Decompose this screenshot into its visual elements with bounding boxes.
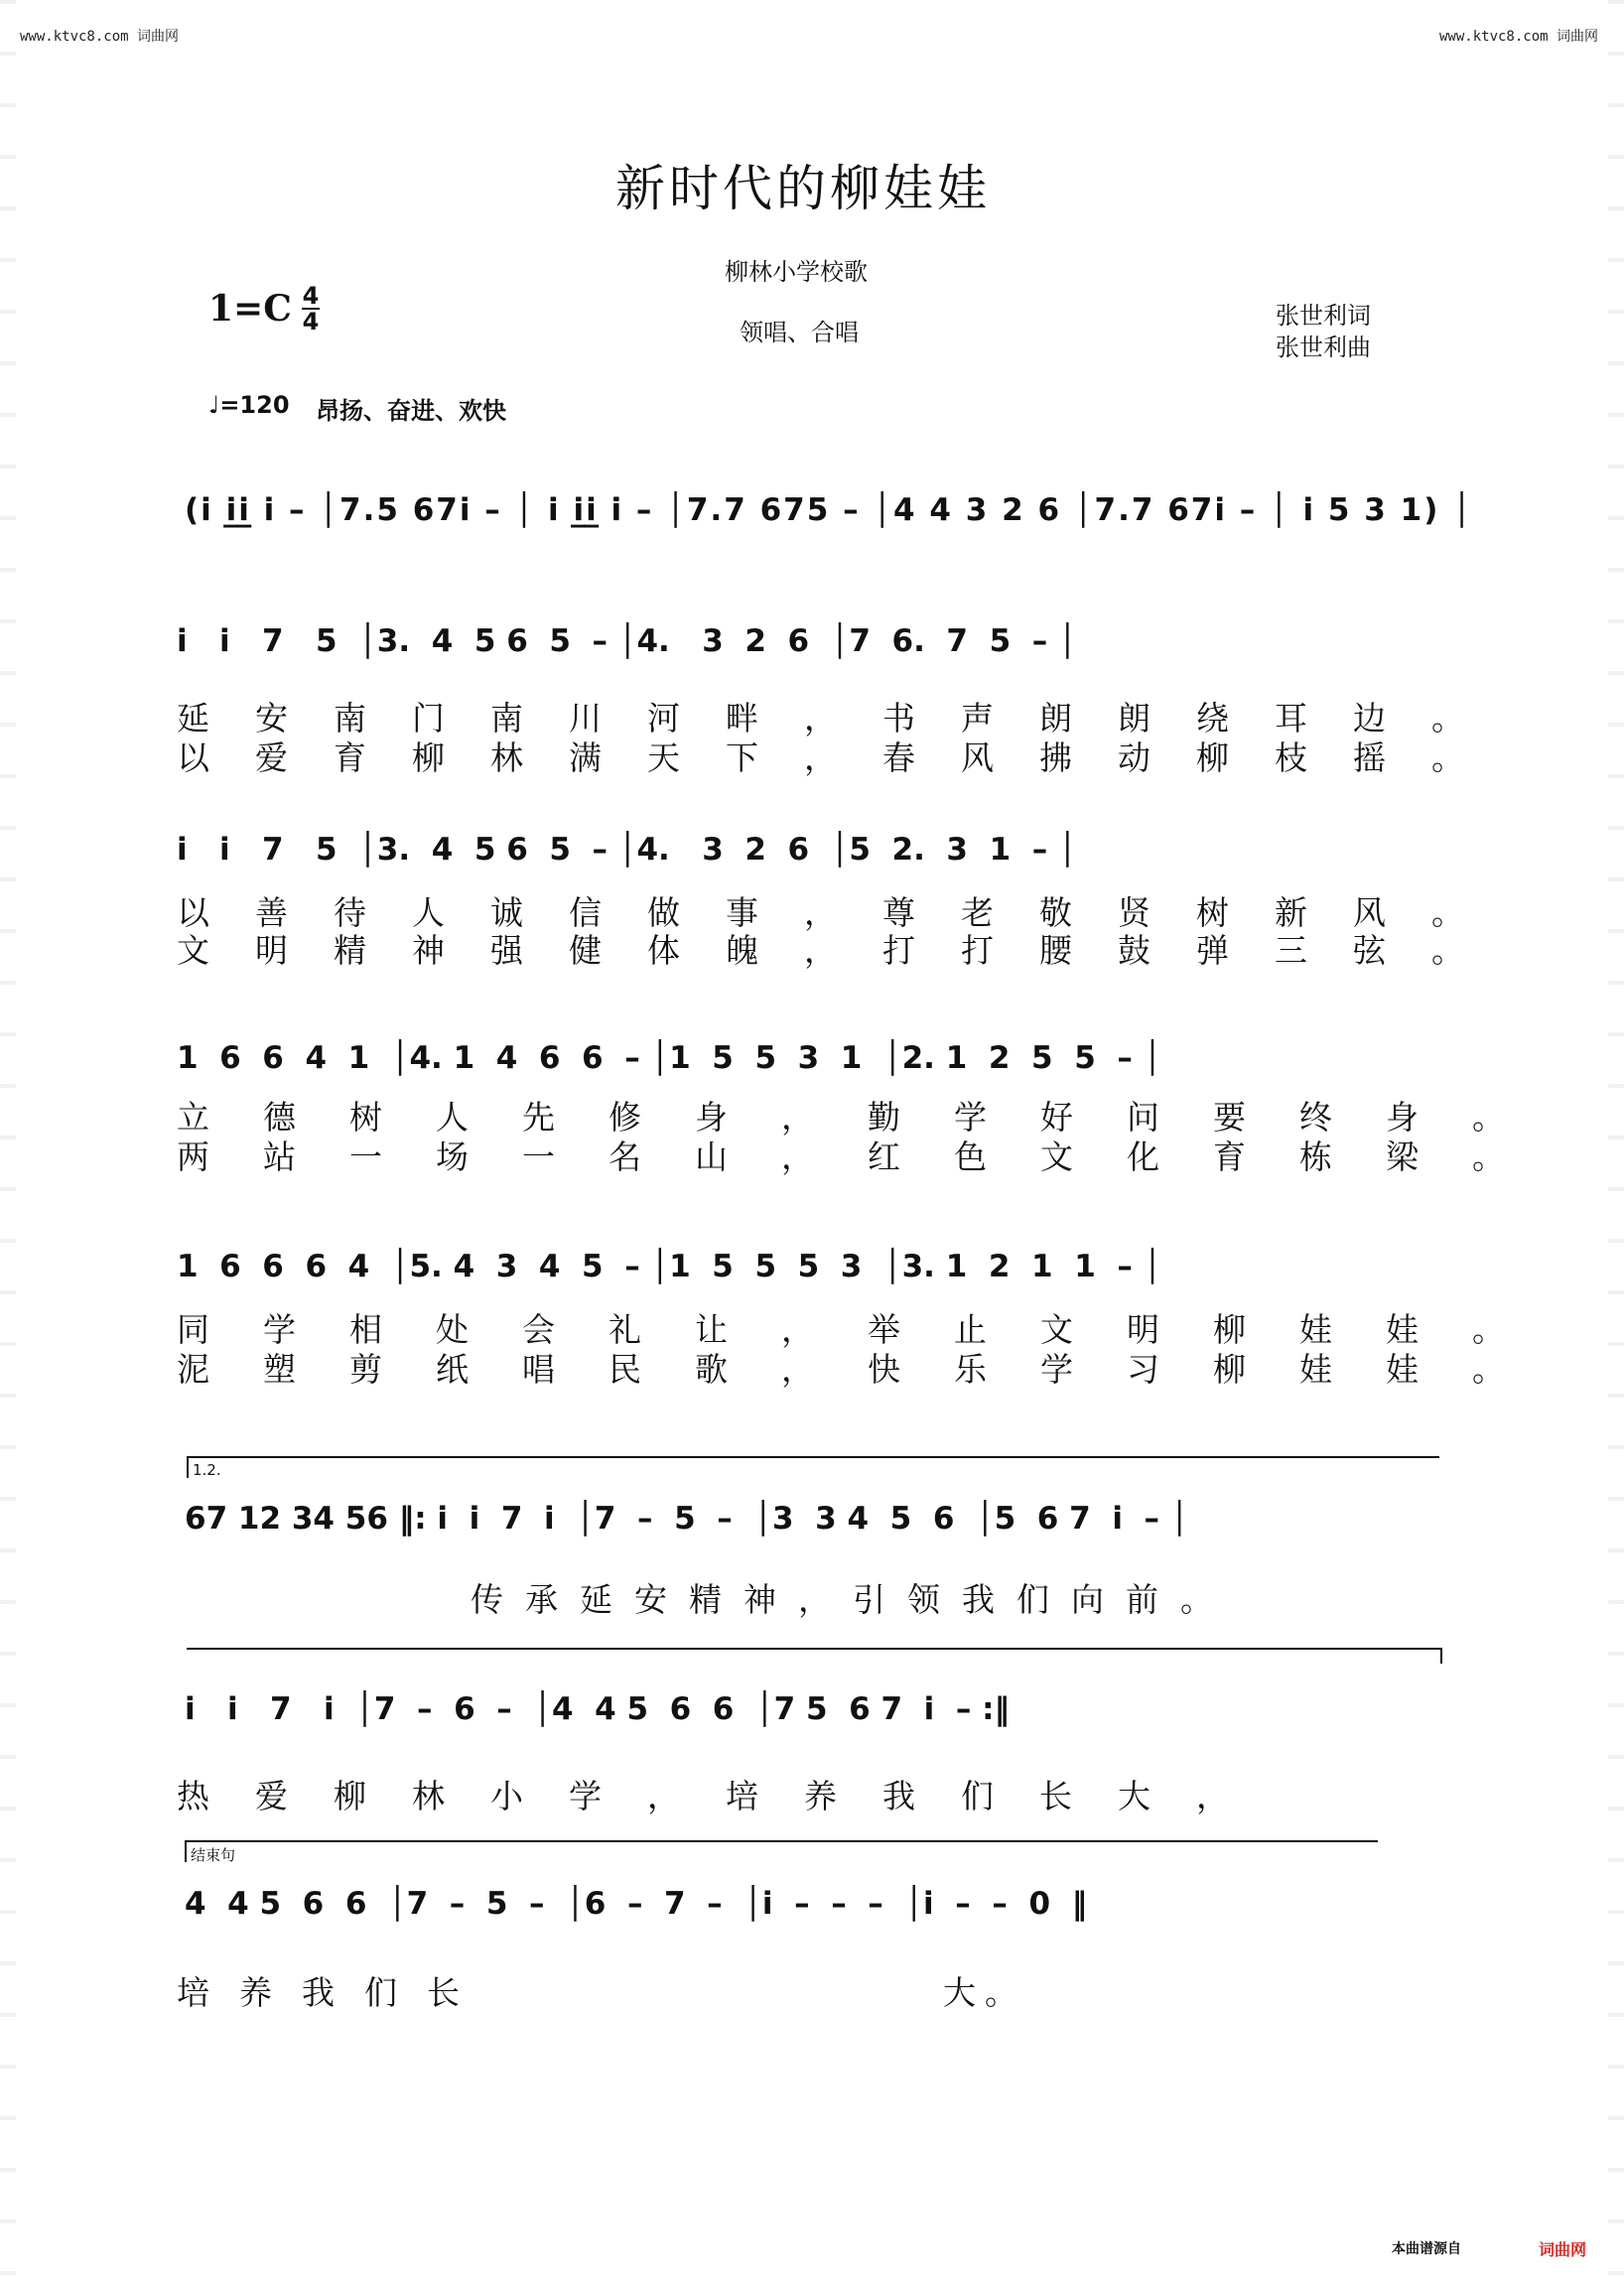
song-subtitle: 柳林小学校歌 [725, 258, 868, 286]
volta-bracket [187, 1456, 1439, 1478]
line3-lyric-verse2: 两站一场一名山，红色文化育栋梁。 [177, 1138, 1558, 1176]
key-signature: 1=C [208, 288, 292, 330]
line6-bracket [187, 1648, 1442, 1650]
line7-lyric-a: 培养我们长 [177, 1973, 489, 2012]
time-signature: 4 4 [302, 282, 320, 335]
line6-notes: i i 7 i │7 – 6 – │4 4 5 6 6 │7 5 6 7 i – :‖ [185, 1691, 1011, 1727]
line1-lyric-verse1: 延安南门南川河畔，书声朗朗绕耳边。 [177, 699, 1510, 737]
volta-label: 1.2. [193, 1461, 221, 1479]
header-left: www.ktvc8.com 词曲网 [20, 29, 180, 45]
line2-lyric-verse1: 以善待人诚信做事，尊老敬贤树新风。 [177, 893, 1510, 932]
line5-lyric: 传承延安精神，引领我们向前。 [471, 1580, 1235, 1619]
line6-bracket-end [1440, 1648, 1442, 1664]
line7-notes: 4 4 5 6 6 │7 – 5 – │6 – 7 – │i – – – │i – – 0 ‖ [185, 1886, 1088, 1922]
tempo-mark: ♩=120 [208, 391, 290, 419]
line2-lyric-verse2: 文明精神强健体魄，打打腰鼓弹三弦。 [177, 931, 1510, 970]
ending-bracket [185, 1840, 1378, 1862]
footer-source: 本曲谱源自 [1392, 2241, 1461, 2257]
composer-credit: 张世利曲 [1276, 334, 1371, 361]
song-title: 新时代的柳娃娃 [615, 160, 991, 217]
expression-mark: 昂扬、奋进、欢快 [316, 397, 506, 425]
performance-form: 领唱、合唱 [740, 319, 859, 346]
line3-notes: 1 6 6 4 1 │4. 1 4 6 6 – │1 5 5 3 1 │2. 1 2 5 5 – │ [177, 1040, 1162, 1076]
line4-notes: 1 6 6 6 4 │5. 4 3 4 5 – │1 5 5 5 3 │3. 1 2 1 1 – │ [177, 1249, 1162, 1284]
intro-notes: (i i̲i̲ i – │7.5 67i – │ i i̲i̲ i – │7.7 675 – │4 4 3 2 6 │7.7 67i – │ i 5 3 1) │ [185, 492, 1473, 528]
line4-lyric-verse2: 泥塑剪纸唱民歌，快乐学习柳娃娃。 [177, 1350, 1558, 1389]
line1-lyric-verse2: 以爱育柳林满天下，春风拂动柳枝摇。 [177, 738, 1510, 777]
right-watermark-strip [1608, 0, 1624, 2278]
line6-lyric: 热爱柳林小学，培养我们长大， [177, 1777, 1275, 1815]
line7-lyric-b: 大。 [943, 1973, 1026, 2012]
ending-label: 结束句 [191, 1846, 236, 1864]
line5-notes: 67 12 34 56 ‖: i i 7 i │7 – 5 – │3 3 4 5 6 │5 6 7 i – │ [185, 1501, 1189, 1537]
line2-notes: i i 7 5 │3. 4 5 6 5 – │4. 3 2 6 │5 2. 3 1 – │ [177, 832, 1077, 868]
line1-notes: i i 7 5 │3. 4 5 6 5 – │4. 3 2 6 │7 6. 7 5 – │ [177, 623, 1077, 659]
left-watermark-strip [0, 0, 16, 2278]
footer-brand: 词曲网 [1539, 2240, 1587, 2259]
line4-lyric-verse1: 同学相处会礼让，举止文明柳娃娃。 [177, 1310, 1558, 1349]
header-right: www.ktvc8.com 词曲网 [1439, 29, 1599, 45]
lyricist-credit: 张世利词 [1276, 302, 1371, 330]
line3-lyric-verse1: 立德树人先修身，勤学好问要终身。 [177, 1098, 1558, 1137]
